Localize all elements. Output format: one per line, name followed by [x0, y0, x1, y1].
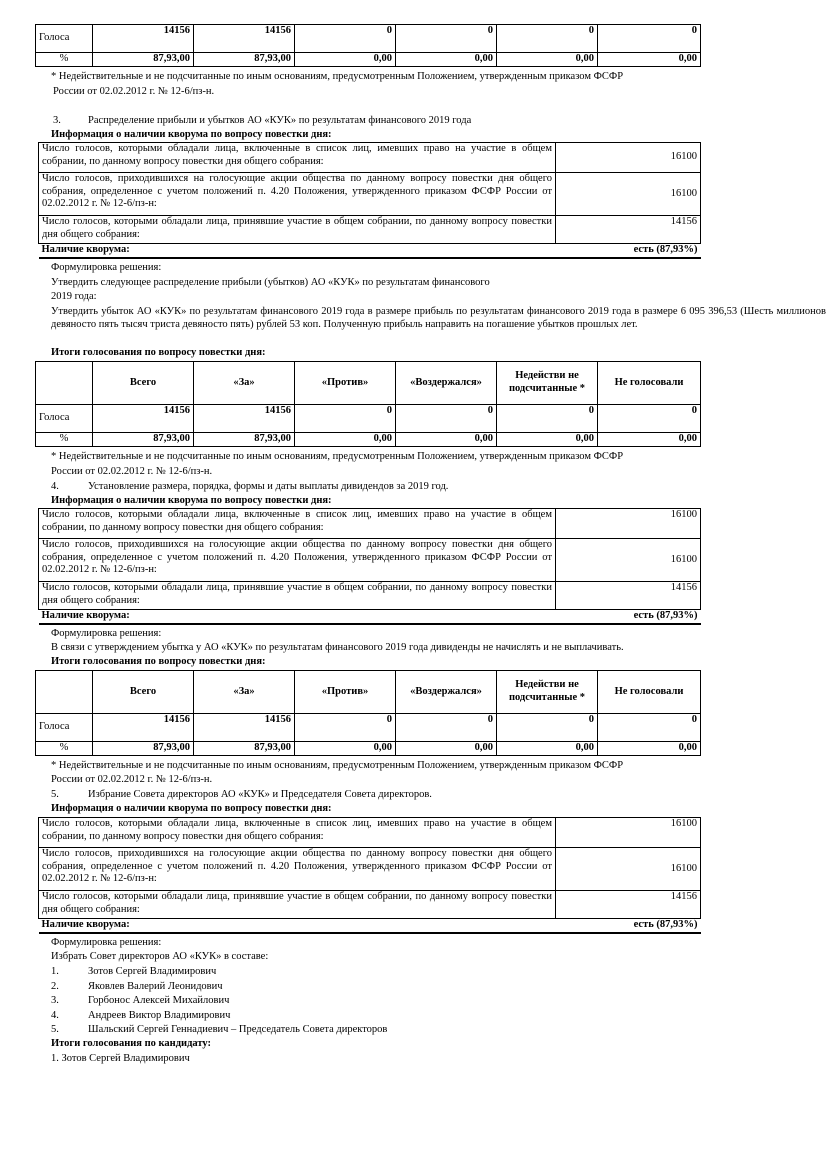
decision-label: Формулировка решения:: [51, 262, 162, 273]
header-no-vote: Не голосовали: [598, 671, 701, 714]
quorum-value: 16100: [556, 509, 701, 539]
footnote: * Недействительные и не подсчитанные по иным основаниям, предусмотренным Положением, утвержденным приказом ФСФР: [51, 451, 624, 462]
header-for: «За»: [194, 671, 295, 714]
table-header-row: [36, 362, 701, 405]
list-number: 1.: [51, 966, 59, 977]
quorum-table-q3: [38, 142, 701, 259]
cell-invalid: 0,00: [497, 742, 598, 756]
cell-invalid: 0,00: [497, 53, 598, 67]
table-row: [39, 216, 701, 244]
cell-invalid: 0: [497, 714, 598, 742]
quorum-total-label: Наличие кворума:: [39, 244, 556, 258]
header-total: Всего: [93, 671, 194, 714]
decision-text: 2019 года:: [51, 291, 97, 302]
header-empty: [36, 671, 93, 714]
header-no-vote: Не голосовали: [598, 362, 701, 405]
quorum-label: Число голосов, которыми обладали лица, включенные в список лиц, имевших право на участие в общем собрании, по данному вопросу повестки дня общего собрания:: [39, 509, 556, 539]
cell-for: 14156: [194, 714, 295, 742]
question-number: 3.: [53, 115, 61, 126]
cell-against: 0,00: [295, 53, 396, 67]
row-label: %: [36, 433, 93, 447]
header-abstain: «Воздержался»: [396, 671, 497, 714]
cell-no-vote: 0: [598, 25, 701, 53]
decision-text: Утвердить убыток АО «КУК» по результатам финансового 2019 года в размере прибыль по результатам финансового 2019 года в размере 6 095 396,53 (Шесть миллионов девяносто пять тысяч триста девяносто пять) рублей 53 коп. Полученную прибыль направить на погашение убытков прошлых лет.: [51, 306, 826, 330]
list-number: 5.: [51, 1024, 59, 1035]
quorum-label: Число голосов, которыми обладали лица, включенные в список лиц, имевших право на участие в общем собрании, по данному вопросу повестки дня общего собрания:: [39, 143, 556, 173]
cell-no-vote: 0,00: [598, 433, 701, 447]
quorum-total-row: [39, 919, 701, 933]
row-label: Голоса: [36, 405, 93, 433]
cell-abstain: 0: [396, 405, 497, 433]
cell-invalid: 0: [497, 25, 598, 53]
cell-abstain: 0,00: [396, 742, 497, 756]
cell-abstain: 0: [396, 714, 497, 742]
quorum-value: 16100: [556, 143, 701, 173]
quorum-label: Число голосов, которыми обладали лица, принявшие участие в общем собрании, по данному вопросу повестки дня общего собрания:: [39, 216, 556, 244]
table-row: [39, 143, 701, 173]
quorum-title: Информация о наличии кворума по вопросу повестки дня:: [51, 803, 332, 814]
cell-against: 0: [295, 405, 396, 433]
cell-no-vote: 0,00: [598, 53, 701, 67]
header-invalid: Недействи не подсчитанные *: [497, 362, 598, 405]
votes-table-q2: [35, 24, 701, 67]
quorum-title: Информация о наличии кворума по вопросу повестки дня:: [51, 129, 332, 140]
row-label: Голоса: [36, 25, 93, 53]
quorum-table-q5: [38, 817, 701, 934]
row-label: %: [36, 53, 93, 67]
cell-for: 14156: [194, 25, 295, 53]
cell-for: 14156: [194, 405, 295, 433]
cell-no-vote: 0,00: [598, 742, 701, 756]
cell-no-vote: 0: [598, 714, 701, 742]
results-title: Итоги голосования по вопросу повестки дня:: [51, 656, 266, 667]
votes-table-q4: [35, 670, 701, 756]
quorum-total-row: [39, 244, 701, 258]
footnote: России от 02.02.2012 г. № 12-6/пз-н.: [51, 774, 213, 785]
footnote: * Недействительные и не подсчитанные по иным основаниям, предусмотренным Положением, утвержденным приказом ФСФР: [51, 760, 624, 771]
table-row: [36, 742, 701, 756]
table-row: [36, 53, 701, 67]
header-empty: [36, 362, 93, 405]
quorum-label: Число голосов, приходившихся на голосующие акции общества по данному вопросу повестки дня общего собрания, определенное с учетом положений п. 4.20 Положения, утвержденного приказом ФСФР России от 02.02.2012 г. № 12-6/пз-н:: [39, 539, 556, 582]
row-label: %: [36, 742, 93, 756]
quorum-label: Число голосов, которыми обладали лица, включенные в список лиц, имевших право на участие в общем собрании, по данному вопросу повестки дня общего собрания:: [39, 818, 556, 848]
table-row: [36, 405, 701, 433]
quorum-label: Число голосов, приходившихся на голосующие акции общества по данному вопросу повестки дня общего собрания, определенное с учетом положений п. 4.20 Положения, утвержденного приказом ФСФР России от 02.02.2012 г. № 12-6/пз-н:: [39, 173, 556, 216]
quorum-value: 16100: [556, 848, 701, 891]
list-number: 3.: [51, 995, 59, 1006]
quorum-value: 16100: [556, 173, 701, 216]
table-row: [39, 582, 701, 610]
cell-total: 87,93,00: [93, 433, 194, 447]
table-row: [39, 173, 701, 216]
table-row: [39, 818, 701, 848]
header-invalid: Недействи не подсчитанные *: [497, 671, 598, 714]
table-row: [39, 539, 701, 582]
table-row: [39, 891, 701, 919]
decision-text: В связи с утверждением убытка у АО «КУК» по результатам финансового 2019 года дивиденды не начислять и не выплачивать.: [51, 642, 624, 653]
list-number: 2.: [51, 981, 59, 992]
quorum-value: 16100: [556, 539, 701, 582]
votes-table-q3: [35, 361, 701, 447]
quorum-value: 16100: [556, 818, 701, 848]
quorum-table-q4: [38, 508, 701, 625]
quorum-title: Информация о наличии кворума по вопросу повестки дня:: [51, 495, 332, 506]
cell-total: 14156: [93, 25, 194, 53]
quorum-value: 14156: [556, 216, 701, 244]
cell-against: 0,00: [295, 742, 396, 756]
header-for: «За»: [194, 362, 295, 405]
cell-abstain: 0,00: [396, 433, 497, 447]
cell-for: 87,93,00: [194, 742, 295, 756]
footnote: России от 02.02.2012 г. № 12-6/пз-н.: [51, 466, 213, 477]
table-row: [39, 509, 701, 539]
quorum-total-label: Наличие кворума:: [39, 919, 556, 933]
cell-abstain: 0,00: [396, 53, 497, 67]
list-item: Горбонос Алексей Михайлович: [88, 995, 230, 1006]
quorum-label: Число голосов, которыми обладали лица, принявшие участие в общем собрании, по данному вопросу повестки дня общего собрания:: [39, 582, 556, 610]
table-row: [36, 25, 701, 53]
header-against: «Против»: [295, 362, 396, 405]
cell-invalid: 0,00: [497, 433, 598, 447]
quorum-total-row: [39, 610, 701, 624]
quorum-value: 14156: [556, 891, 701, 919]
cell-against: 0: [295, 714, 396, 742]
table-row: [36, 714, 701, 742]
header-total: Всего: [93, 362, 194, 405]
list-item: Шальский Сергей Геннадиевич – Председатель Совета директоров: [88, 1024, 388, 1035]
footnote: России от 02.02.2012 г. № 12-6/пз-н.: [53, 86, 215, 97]
decision-label: Формулировка решения:: [51, 937, 162, 948]
quorum-value: 14156: [556, 582, 701, 610]
decision-text: Утвердить следующее распределение прибыли (убытков) АО «КУК» по результатам финансового: [51, 277, 490, 288]
cell-for: 87,93,00: [194, 53, 295, 67]
question-title: Распределение прибыли и убытков АО «КУК» по результатам финансового 2019 года: [88, 115, 472, 126]
header-abstain: «Воздержался»: [396, 362, 497, 405]
question-title: Установление размера, порядка, формы и даты выплаты дивидендов за 2019 год.: [88, 481, 449, 492]
results-title: Итоги голосования по вопросу повестки дня:: [51, 347, 266, 358]
cell-against: 0: [295, 25, 396, 53]
candidate-results-title: Итоги голосования по кандидату:: [51, 1038, 212, 1049]
decision-label: Формулировка решения:: [51, 628, 162, 639]
quorum-total-value: есть (87,93%): [556, 610, 701, 624]
candidate-name: 1. Зотов Сергей Владимирович: [51, 1053, 190, 1064]
cell-for: 87,93,00: [194, 433, 295, 447]
cell-abstain: 0: [396, 25, 497, 53]
quorum-label: Число голосов, приходившихся на голосующие акции общества по данному вопросу повестки дня общего собрания, определенное с учетом положений п. 4.20 Положения, утвержденного приказом ФСФР России от 02.02.2012 г. № 12-6/пз-н:: [39, 848, 556, 891]
cell-total: 14156: [93, 405, 194, 433]
table-row: [39, 848, 701, 891]
quorum-label: Число голосов, которыми обладали лица, принявшие участие в общем собрании, по данному вопросу повестки дня общего собрания:: [39, 891, 556, 919]
cell-total: 87,93,00: [93, 742, 194, 756]
decision-text: Избрать Совет директоров АО «КУК» в составе:: [51, 951, 269, 962]
list-item: Яковлев Валерий Леонидович: [88, 981, 223, 992]
list-item: Зотов Сергей Владимирович: [88, 966, 217, 977]
list-item: Андреев Виктор Владимирович: [88, 1010, 231, 1021]
cell-total: 14156: [93, 714, 194, 742]
question-title: Избрание Совета директоров АО «КУК» и Председателя Совета директоров.: [88, 789, 432, 800]
cell-total: 87,93,00: [93, 53, 194, 67]
list-number: 4.: [51, 1010, 59, 1021]
table-row: [36, 433, 701, 447]
quorum-total-value: есть (87,93%): [556, 919, 701, 933]
header-against: «Против»: [295, 671, 396, 714]
quorum-total-label: Наличие кворума:: [39, 610, 556, 624]
row-label: Голоса: [36, 714, 93, 742]
question-number: 5.: [51, 789, 59, 800]
footnote: * Недействительные и не подсчитанные по иным основаниям, предусмотренным Положением, утвержденным приказом ФСФР: [51, 71, 624, 82]
table-header-row: [36, 671, 701, 714]
quorum-total-value: есть (87,93%): [556, 244, 701, 258]
cell-against: 0,00: [295, 433, 396, 447]
cell-invalid: 0: [497, 405, 598, 433]
question-number: 4.: [51, 481, 59, 492]
cell-no-vote: 0: [598, 405, 701, 433]
